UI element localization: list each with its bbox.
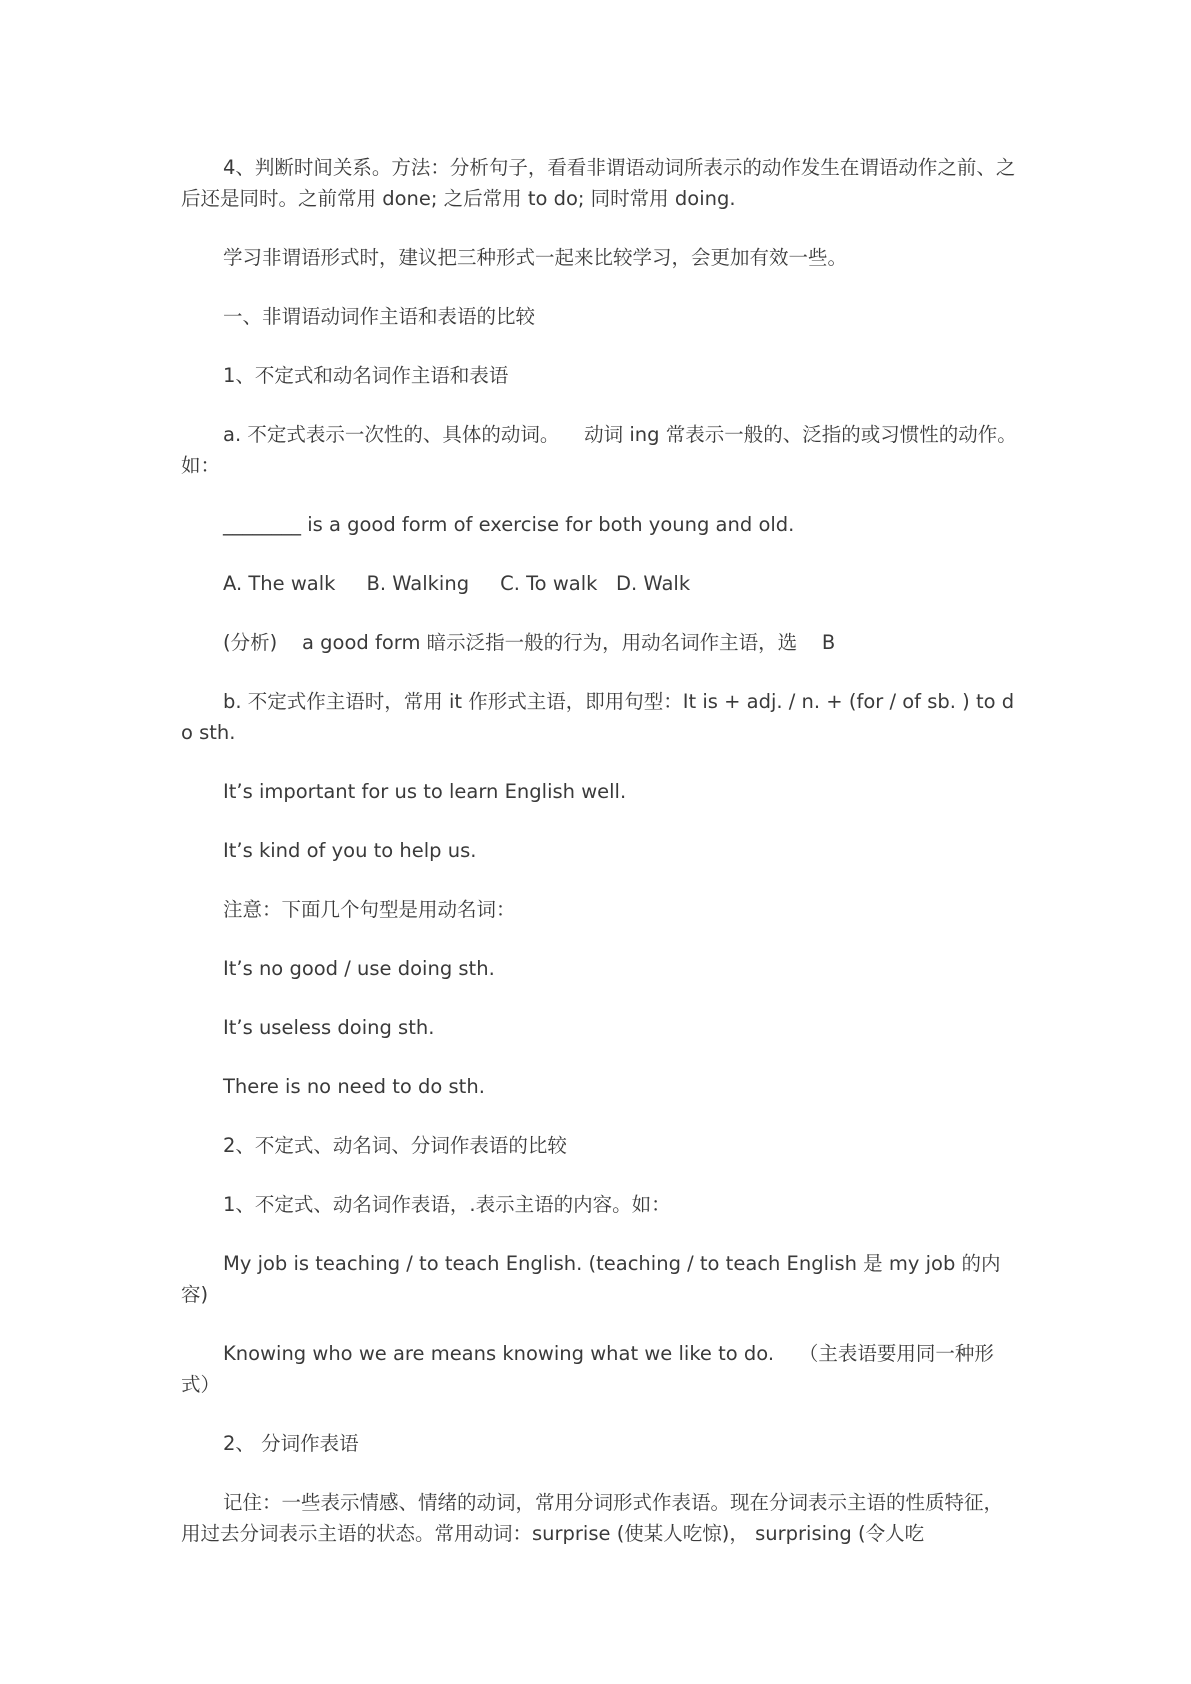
subsection-heading-infinitive-gerund: 1、不定式和动名词作主语和表语 [223,364,509,387]
paragraph-time-relation: 4、判断时间关系。方法：分析句子，看看非谓语动词所表示的动作发生在谓语动作之前、之后还是同时。之前常用 done; 之后常用 to do; 同时常用 doing. [181,156,1016,210]
example-analysis: (分析) a good form 暗示泛指一般的行为，用动名词作主语，选 B [223,631,836,654]
paragraph-rule-a: a. 不定式表示一次性的、具体的动词。 动词 ing 常表示一般的、泛指的或习惯性的动作。如： [181,423,1017,477]
example-sentence-1: It’s important for us to learn English well. [223,780,627,803]
example-sentence-knowing: Knowing who we are means knowing what we like to do. （主表语要用同一种形式） [181,1342,994,1396]
example-options: A. The walk B. Walking C. To walk D. Walk [223,572,691,595]
pattern-1: It’s no good / use doing sth. [223,957,495,980]
pattern-3: There is no need to do sth. [223,1075,485,1098]
rule-predicative-content: 1、不定式、动名词作表语，.表示主语的内容。如： [223,1193,671,1216]
subsection-heading-participle: 2、 分词作表语 [223,1432,359,1455]
example-sentence-2: It’s kind of you to help us. [223,839,477,862]
note-heading: 注意：下面几个句型是用动名词： [223,898,516,921]
document-body [181,152,1017,1577]
paragraph-remember: 记住：一些表示情感、情绪的动词，常用分词形式作表语。现在分词表示主语的性质特征，用过去分词表示主语的状态。常用动词：surprise (使某人吃惊)， surprising (令人吃 [181,1491,1004,1545]
paragraph-study-advice: 学习非谓语形式时，建议把三种形式一起来比较学习，会更加有效一些。 [223,246,848,269]
subsection-heading-comparison: 2、不定式、动名词、分词作表语的比较 [223,1134,567,1157]
paragraph-rule-b: b. 不定式作主语时，常用 it 作形式主语，即用句型：It is + adj. / n. + (for / of sb. ) to do sth. [181,690,1015,744]
section-heading-subject-predicative: 一、非谓语动词作主语和表语的比较 [223,305,536,328]
pattern-2: It’s useless doing sth. [223,1016,435,1039]
example-sentence-job: My job is teaching / to teach English. (teaching / to teach English 是 my job 的内容) [181,1252,1001,1306]
example-question: ________ is a good form of exercise for both young and old. [223,513,795,536]
